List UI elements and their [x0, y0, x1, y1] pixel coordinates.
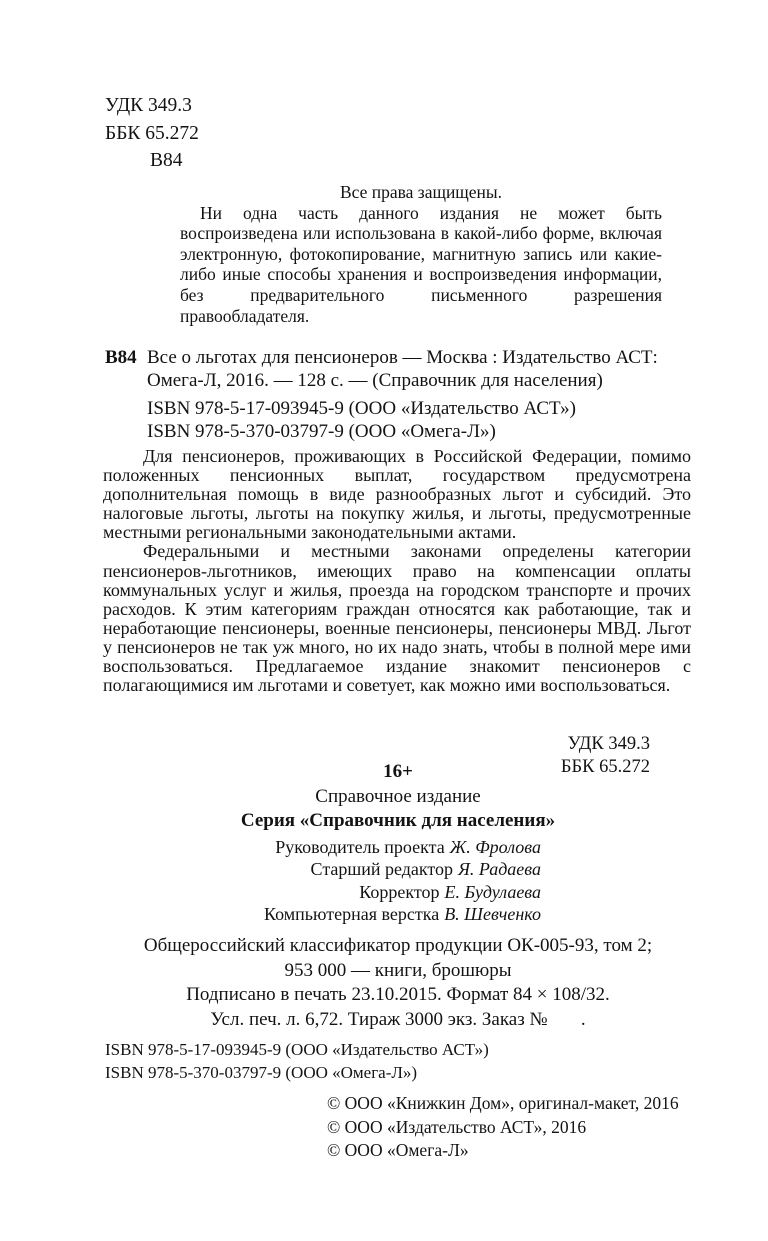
product-code-line: 953 000 — книги, брошюры: [284, 959, 512, 981]
annotation: [103, 447, 691, 695]
rights-title: Все права защищены.: [339, 182, 503, 202]
catalog-entry: Все о льготах для пенсионеров — Москва : Издательство АСТ: Омега-Л, 2016. — 128 с. — (Справочник для населения): [147, 347, 658, 391]
annotation-paragraph-2: Федеральными и местными законами определены категории пенсионеров-льготников, имеющих право на компенсации оплаты коммунальных услуг и жилья, проезда на городском транспорте и прочих расходов. К этим категориям граждан относятся как работающие, так и неработающие пенсионеры, военные пенсионеры, пенсионеры МВД. Льгот у пенсионеров не так уж много, но их надо знать, чтобы в полной мере ими воспользоваться. Предлагаемое издание знакомит пенсионеров с полагающимися им льготами и советует, как можно ими воспользоваться.: [103, 541, 691, 696]
isbn-omega-bottom: ISBN 978-5-370-03797-9 (ООО «Омега-Л»): [105, 1063, 418, 1082]
udk-code: УДК 349.3: [105, 95, 192, 116]
credit-role: Компьютерная верстка: [264, 903, 440, 924]
annotation-paragraph-1: Для пенсионеров, проживающих в Российской Федерации, помимо положенных пенсионных выплат, государством предусмотрена дополнительная помощь в виде разнообразных льгот и субсидий. Это налоговые льготы, льготы на покупку жилья, и льготы, предусмотренные местными региональными законодательными актами.: [103, 446, 691, 543]
isbn-bottom-block: [105, 1038, 489, 1084]
credit-line: [105, 858, 541, 880]
catalog-author-sign: В84: [105, 347, 137, 368]
isbn-omega: ISBN 978-5-370-03797-9 (ООО «Омега-Л»): [147, 421, 496, 442]
credit-line: [105, 903, 541, 925]
credit-name: Е. Будулаева: [444, 881, 541, 902]
isbn-ast: ISBN 978-5-17-093945-9 (ООО «Издательство АСТ»): [147, 398, 576, 419]
credit-line: [105, 836, 541, 858]
credit-line: [105, 881, 541, 903]
print-date-format-line: Подписано в печать 23.10.2015. Формат 84 × 108/32.: [186, 984, 610, 1006]
copyright-line: © ООО «Книжкин Дом», оригинал-макет, 2016: [327, 1093, 679, 1113]
printing-info: [105, 934, 691, 1032]
author-sign: В84: [150, 150, 183, 171]
top-classification-codes: [105, 92, 199, 175]
udk-code-right: УДК 349.3: [567, 734, 650, 754]
bbk-code-right: ББК 65.272: [560, 757, 650, 777]
series-title: Серия «Справочник для населения»: [240, 810, 556, 832]
credit-name: Ж. Фролова: [449, 837, 541, 857]
credit-name: В. Шевченко: [444, 903, 541, 924]
credit-role: Корректор: [359, 881, 440, 902]
tirage-line: Усл. печ. л. 6,72. Тираж 3000 экз. Заказ № .: [210, 1008, 586, 1030]
isbn-ast-bottom: ISBN 978-5-17-093945-9 (ООО «Издательство АСТ»): [105, 1040, 489, 1059]
edition-info: [105, 760, 691, 834]
rights-body: Ни одна часть данного издания не может быть воспроизведена или использована в какой-либо форме, включая электронную, фотокопирование, магнитную запись или какие-либо иные способы хранения и воспроизведения информации, без предварительного письменного разрешения правообладателя.: [180, 202, 662, 326]
age-rating: 16+: [383, 761, 413, 782]
classifier-line: Общероссийский классификатор продукции ОК-005-93, том 2;: [143, 935, 653, 956]
rights-notice: [180, 182, 662, 326]
edition-type: Справочное издание: [315, 785, 481, 807]
copyright-block: [327, 1092, 679, 1163]
credit-role: Старший редактор: [310, 859, 454, 880]
staff-credits: [105, 836, 541, 925]
credit-role: Руководитель проекта: [275, 837, 445, 857]
copyright-line: © ООО «Издательство АСТ», 2016: [327, 1116, 587, 1137]
bbk-code: ББК 65.272: [105, 122, 199, 144]
copyright-line: © ООО «Омега-Л»: [327, 1140, 469, 1161]
credit-name: Я. Радаева: [458, 859, 541, 880]
catalog-card: [105, 346, 705, 443]
